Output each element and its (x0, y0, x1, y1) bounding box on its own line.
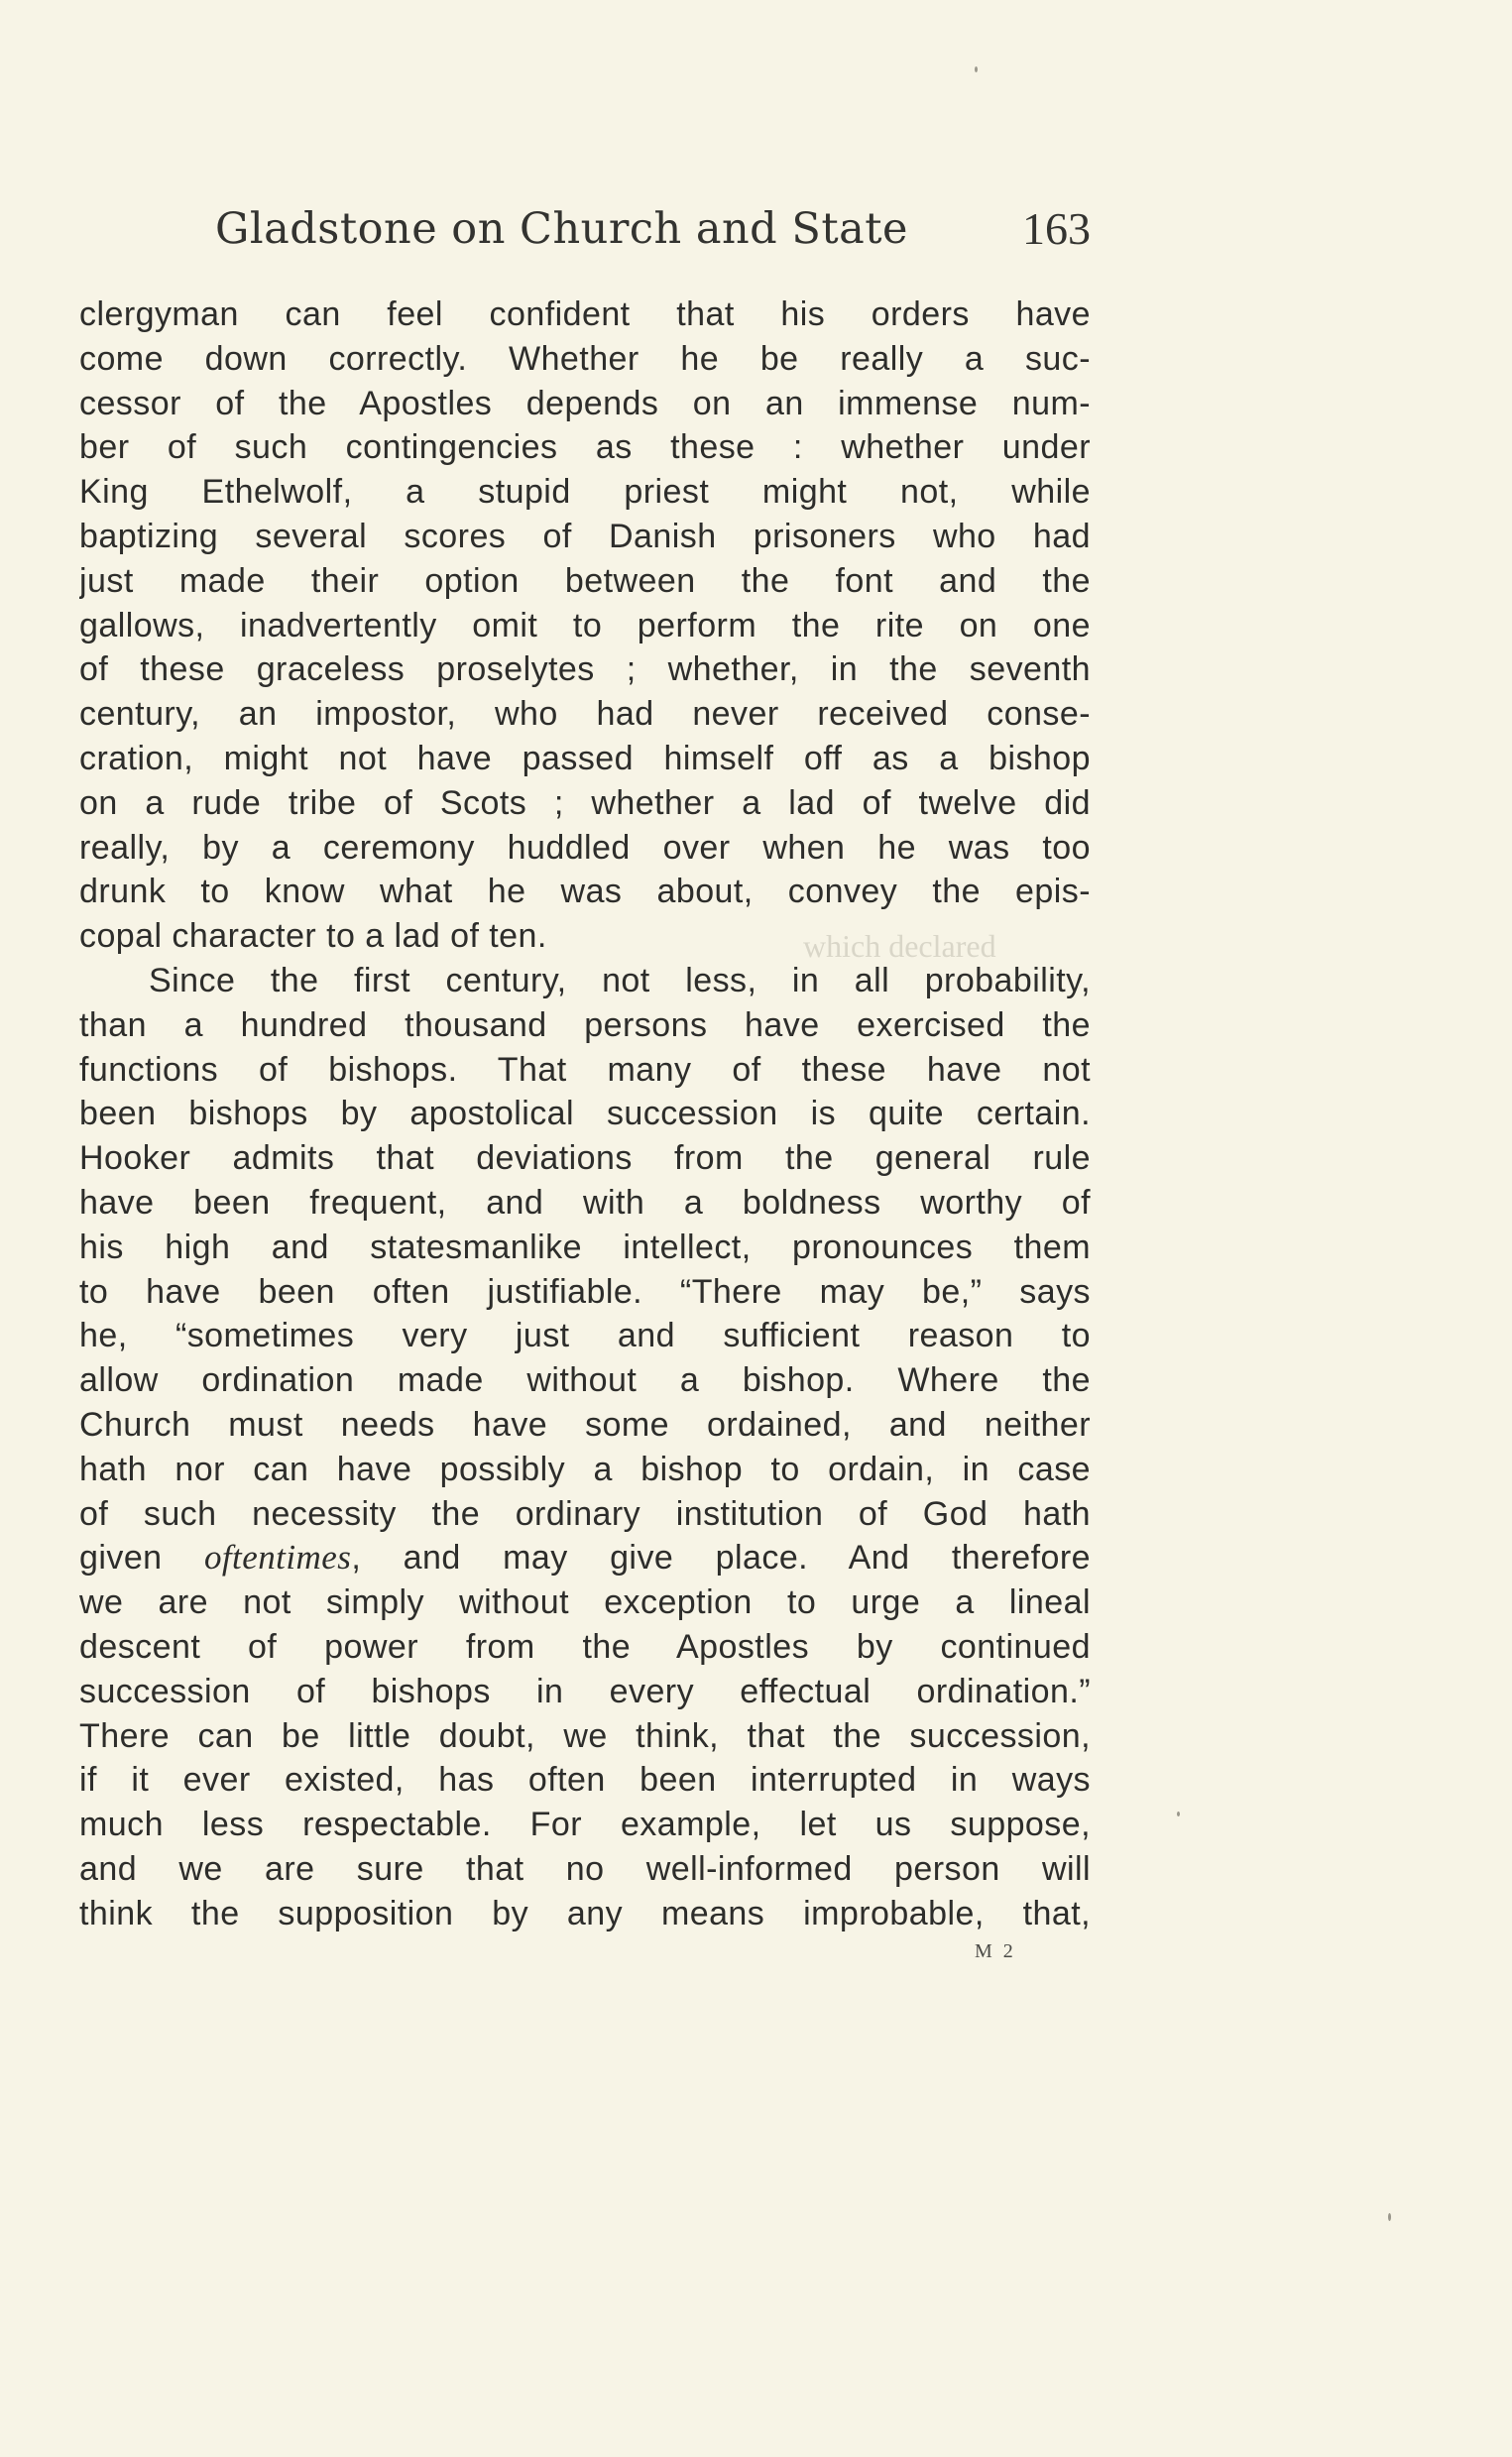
text-line: he, “sometimes very just and sufficient reason to (79, 1317, 1091, 1355)
text-line: to have been often justifiable. “There may be,” says (79, 1272, 1091, 1311)
text-line: of such necessity the ordinary institution of God hath (79, 1494, 1091, 1533)
text-line: hath nor can have possibly a bishop to ordain, in case (79, 1450, 1091, 1488)
running-title: Gladstone on Church and State (215, 204, 908, 254)
italic-word: oftentimes (203, 1538, 352, 1578)
text-line: drunk to know what he was about, convey the epis- (79, 873, 1091, 911)
text-line-with-italic (79, 1536, 1091, 1580)
text-line: functions of bishops. That many of these have not (79, 1050, 1091, 1089)
text-line: if it ever existed, has often been interrupted in ways (79, 1761, 1091, 1800)
text-line: his high and statesmanlike intellect, pronounces them (79, 1228, 1091, 1266)
show-through-text: which declared (803, 928, 996, 964)
page-number: 163 (1022, 203, 1091, 254)
text-line: descent of power from the Apostles by continued (79, 1627, 1091, 1666)
text-line: Church must needs have some ordained, and neither (79, 1405, 1091, 1444)
text-line: been bishops by apostolical succession is quite certain. (79, 1095, 1091, 1133)
page-header (215, 194, 1091, 264)
text-line: baptizing several scores of Danish prisoners who had (79, 517, 1091, 555)
paragraph-end-line: copal character to a lad of ten. (79, 917, 547, 956)
paper-speck (1177, 1812, 1180, 1816)
text-line: There can be little doubt, we think, that the succession, (79, 1716, 1091, 1755)
text-line: much less respectable. For example, let us suppose, (79, 1806, 1091, 1844)
text-line: come down correctly. Whether he be really a suc- (79, 339, 1091, 378)
text-line: think the supposition by any means improbable, that, (79, 1894, 1091, 1932)
text-line: we are not simply without exception to urge a lineal (79, 1583, 1091, 1622)
text-line: allow ordination made without a bishop. Where the (79, 1361, 1091, 1400)
text-line: really, by a ceremony huddled over when he was too (79, 828, 1091, 867)
text-line: gallows, inadvertently omit to perform the rite on one (79, 606, 1091, 644)
text-line: century, an impostor, who had never received conse- (79, 695, 1091, 734)
paper-speck (975, 66, 978, 72)
text-fragment: , and may give place. And therefore (351, 1539, 1091, 1578)
text-line: King Ethelwolf, a stupid priest might not, while (79, 473, 1091, 512)
paper-speck (1388, 2213, 1391, 2221)
text-line: cration, might not have passed himself off as a bishop (79, 739, 1091, 777)
text-line: cessor of the Apostles depends on an immense num- (79, 384, 1091, 422)
text-line: and we are sure that no well-informed person will (79, 1849, 1091, 1888)
text-line: Hooker admits that deviations from the general rule (79, 1139, 1091, 1178)
signature-mark: M 2 (975, 1940, 1016, 1962)
body-text (79, 292, 1091, 1935)
text-line: have been frequent, and with a boldness worthy of (79, 1183, 1091, 1222)
text-line: on a rude tribe of Scots ; whether a lad of twelve did (79, 783, 1091, 822)
text-line: just made their option between the font and the (79, 561, 1091, 600)
text-line: clergyman can feel confident that his orders have (79, 295, 1091, 333)
text-line: ber of such contingencies as these : whether under (79, 428, 1091, 467)
text-line: than a hundred thousand persons have exercised the (79, 1005, 1091, 1044)
paragraph-start-line: Since the first century, not less, in all probability, (149, 961, 1091, 999)
text-line: of these graceless proselytes ; whether, in the seventh (79, 650, 1091, 689)
text-fragment: given (79, 1539, 204, 1578)
text-line: succession of bishops in every effectual ordination.” (79, 1672, 1091, 1710)
